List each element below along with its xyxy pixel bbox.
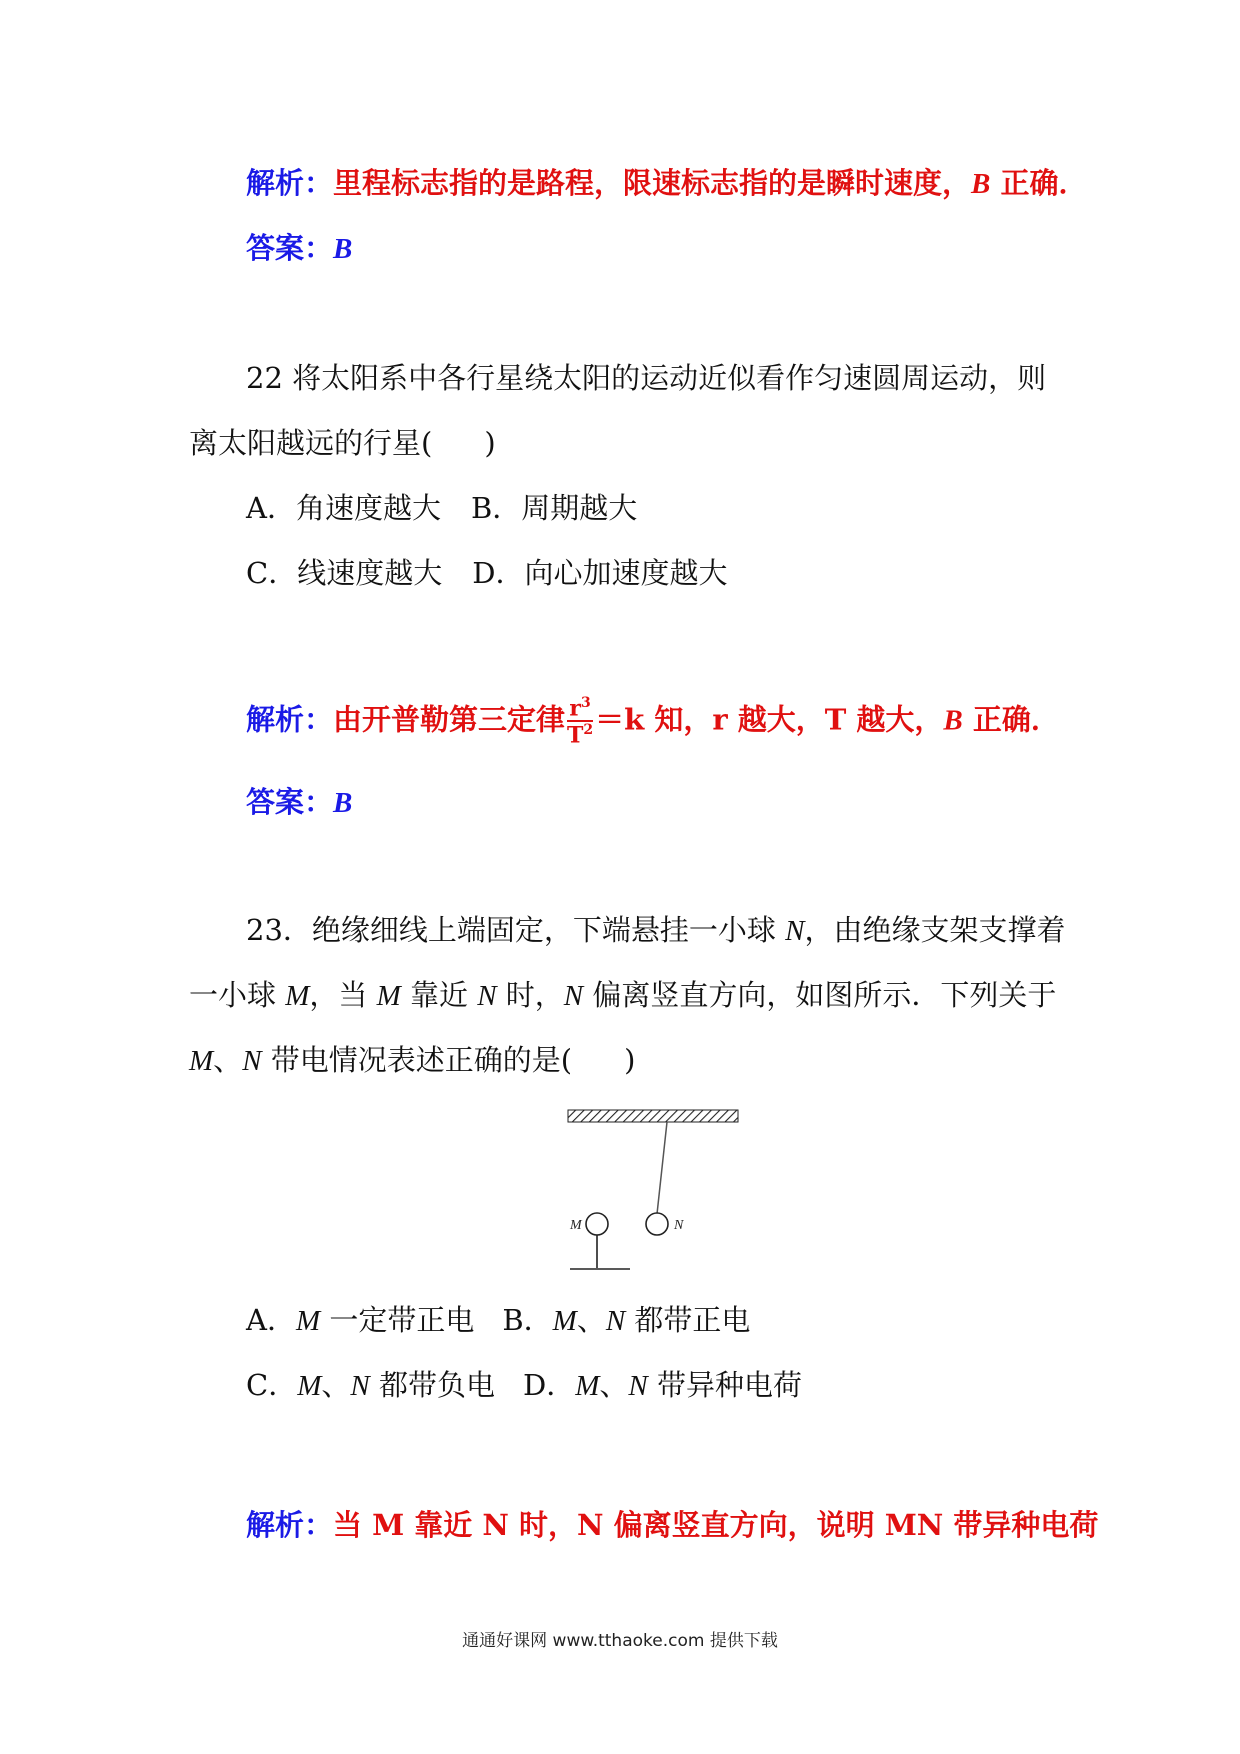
analysis-letter: B	[971, 168, 991, 200]
analysis-text: 当 M 靠近 N 时，N 偏离竖直方向，说明 MN 带异种电荷	[333, 1508, 1099, 1542]
analysis-letter: B	[943, 704, 963, 737]
q23-stem-line3	[189, 1040, 635, 1081]
page-footer: 通通好课网 www.tthaoke.com 提供下载	[462, 1631, 778, 1651]
analysis-label: 解析：	[246, 166, 334, 200]
var-m: M	[285, 980, 310, 1012]
q23-text: 靠近	[400, 978, 478, 1012]
q23-text: 、	[213, 1043, 243, 1077]
q23-text: 一小球	[189, 978, 286, 1012]
analysis-text-2: ＝k 知，r 越大，T 越大，	[595, 702, 944, 737]
q23-text: ，由绝缘支架支撑着	[804, 913, 1066, 947]
frac-denominator: T	[567, 722, 584, 749]
q22-answer	[246, 782, 352, 823]
q22-stem-close: )	[484, 426, 496, 460]
frac-denominator-exp: 2	[583, 722, 594, 739]
option-d: D．M、N 带异种电荷	[522, 1368, 802, 1402]
q23-text: 带电情况表述正确的是(	[261, 1043, 573, 1077]
analysis-text: 里程标志指的是路程，限速标志指的是瞬时速度，	[333, 166, 972, 200]
q23-text: 偏离竖直方向，如图所示．下列关于	[583, 978, 1057, 1012]
q23-text: ，当	[309, 978, 377, 1012]
analysis-text: 由开普勒第三定律	[333, 702, 566, 737]
var-n: N	[785, 915, 805, 947]
option-c: C．M、N 都带负电	[246, 1368, 495, 1402]
option-a: A．角速度越大	[246, 491, 441, 525]
analysis-label: 解析：	[246, 702, 334, 737]
frac-numerator: r	[569, 695, 582, 722]
ceiling-hatch	[568, 1110, 738, 1122]
frac-numerator-exp: 3	[581, 695, 591, 711]
option-d: D．向心加速度越大	[472, 556, 728, 590]
q23-text: 23．绝缘细线上端固定，下端悬挂一小球	[246, 913, 786, 947]
var-m: M	[189, 1045, 214, 1077]
var-m: M	[376, 980, 401, 1012]
q23-stem-line2	[189, 975, 1056, 1016]
q22-stem-line2	[189, 423, 496, 463]
q22-stem-text-2: 离太阳越远的行星(	[189, 426, 433, 460]
label-n: N	[674, 1218, 684, 1233]
q22-options-row2	[246, 553, 727, 593]
q23-options-row1	[246, 1300, 750, 1341]
answer-value: B	[333, 787, 353, 819]
q23-analysis	[246, 1505, 1098, 1545]
var-n: N	[563, 980, 584, 1012]
option-c: C．线速度越大	[246, 556, 443, 590]
answer-label: 答案：	[246, 231, 334, 265]
answer-label: 答案：	[246, 785, 334, 819]
var-n: N	[242, 1045, 262, 1077]
q23-stem-line1	[246, 910, 1065, 951]
kepler-fraction	[567, 696, 593, 747]
q22-stem-text: 22 将太阳系中各行星绕太阳的运动近似看作匀速圆周运动，则	[246, 361, 1047, 395]
suspension-thread	[657, 1122, 667, 1214]
q22-options-row1	[246, 488, 637, 528]
answer-value: B	[333, 233, 353, 265]
option-b: B．周期越大	[470, 491, 638, 525]
analysis-label: 解析：	[246, 1508, 334, 1542]
analysis-text-end: 正确．	[990, 166, 1088, 200]
pendulum-diagram	[560, 1108, 750, 1276]
label-m: M	[570, 1218, 582, 1233]
q23-options-row2	[246, 1365, 802, 1406]
option-b: B．M、N 都带正电	[502, 1303, 751, 1337]
ball-m	[586, 1213, 608, 1235]
q23-stem-close: )	[624, 1043, 636, 1077]
option-a: A．M 一定带正电	[246, 1303, 475, 1337]
var-n: N	[477, 980, 497, 1012]
ball-n	[646, 1213, 668, 1235]
q23-text: 时，	[496, 978, 564, 1012]
q22-stem-line1	[246, 358, 1046, 398]
analysis-text-end: 正确．	[962, 702, 1060, 737]
q21-analysis	[246, 163, 1087, 204]
q21-answer	[246, 228, 352, 269]
q22-analysis	[246, 696, 1060, 747]
